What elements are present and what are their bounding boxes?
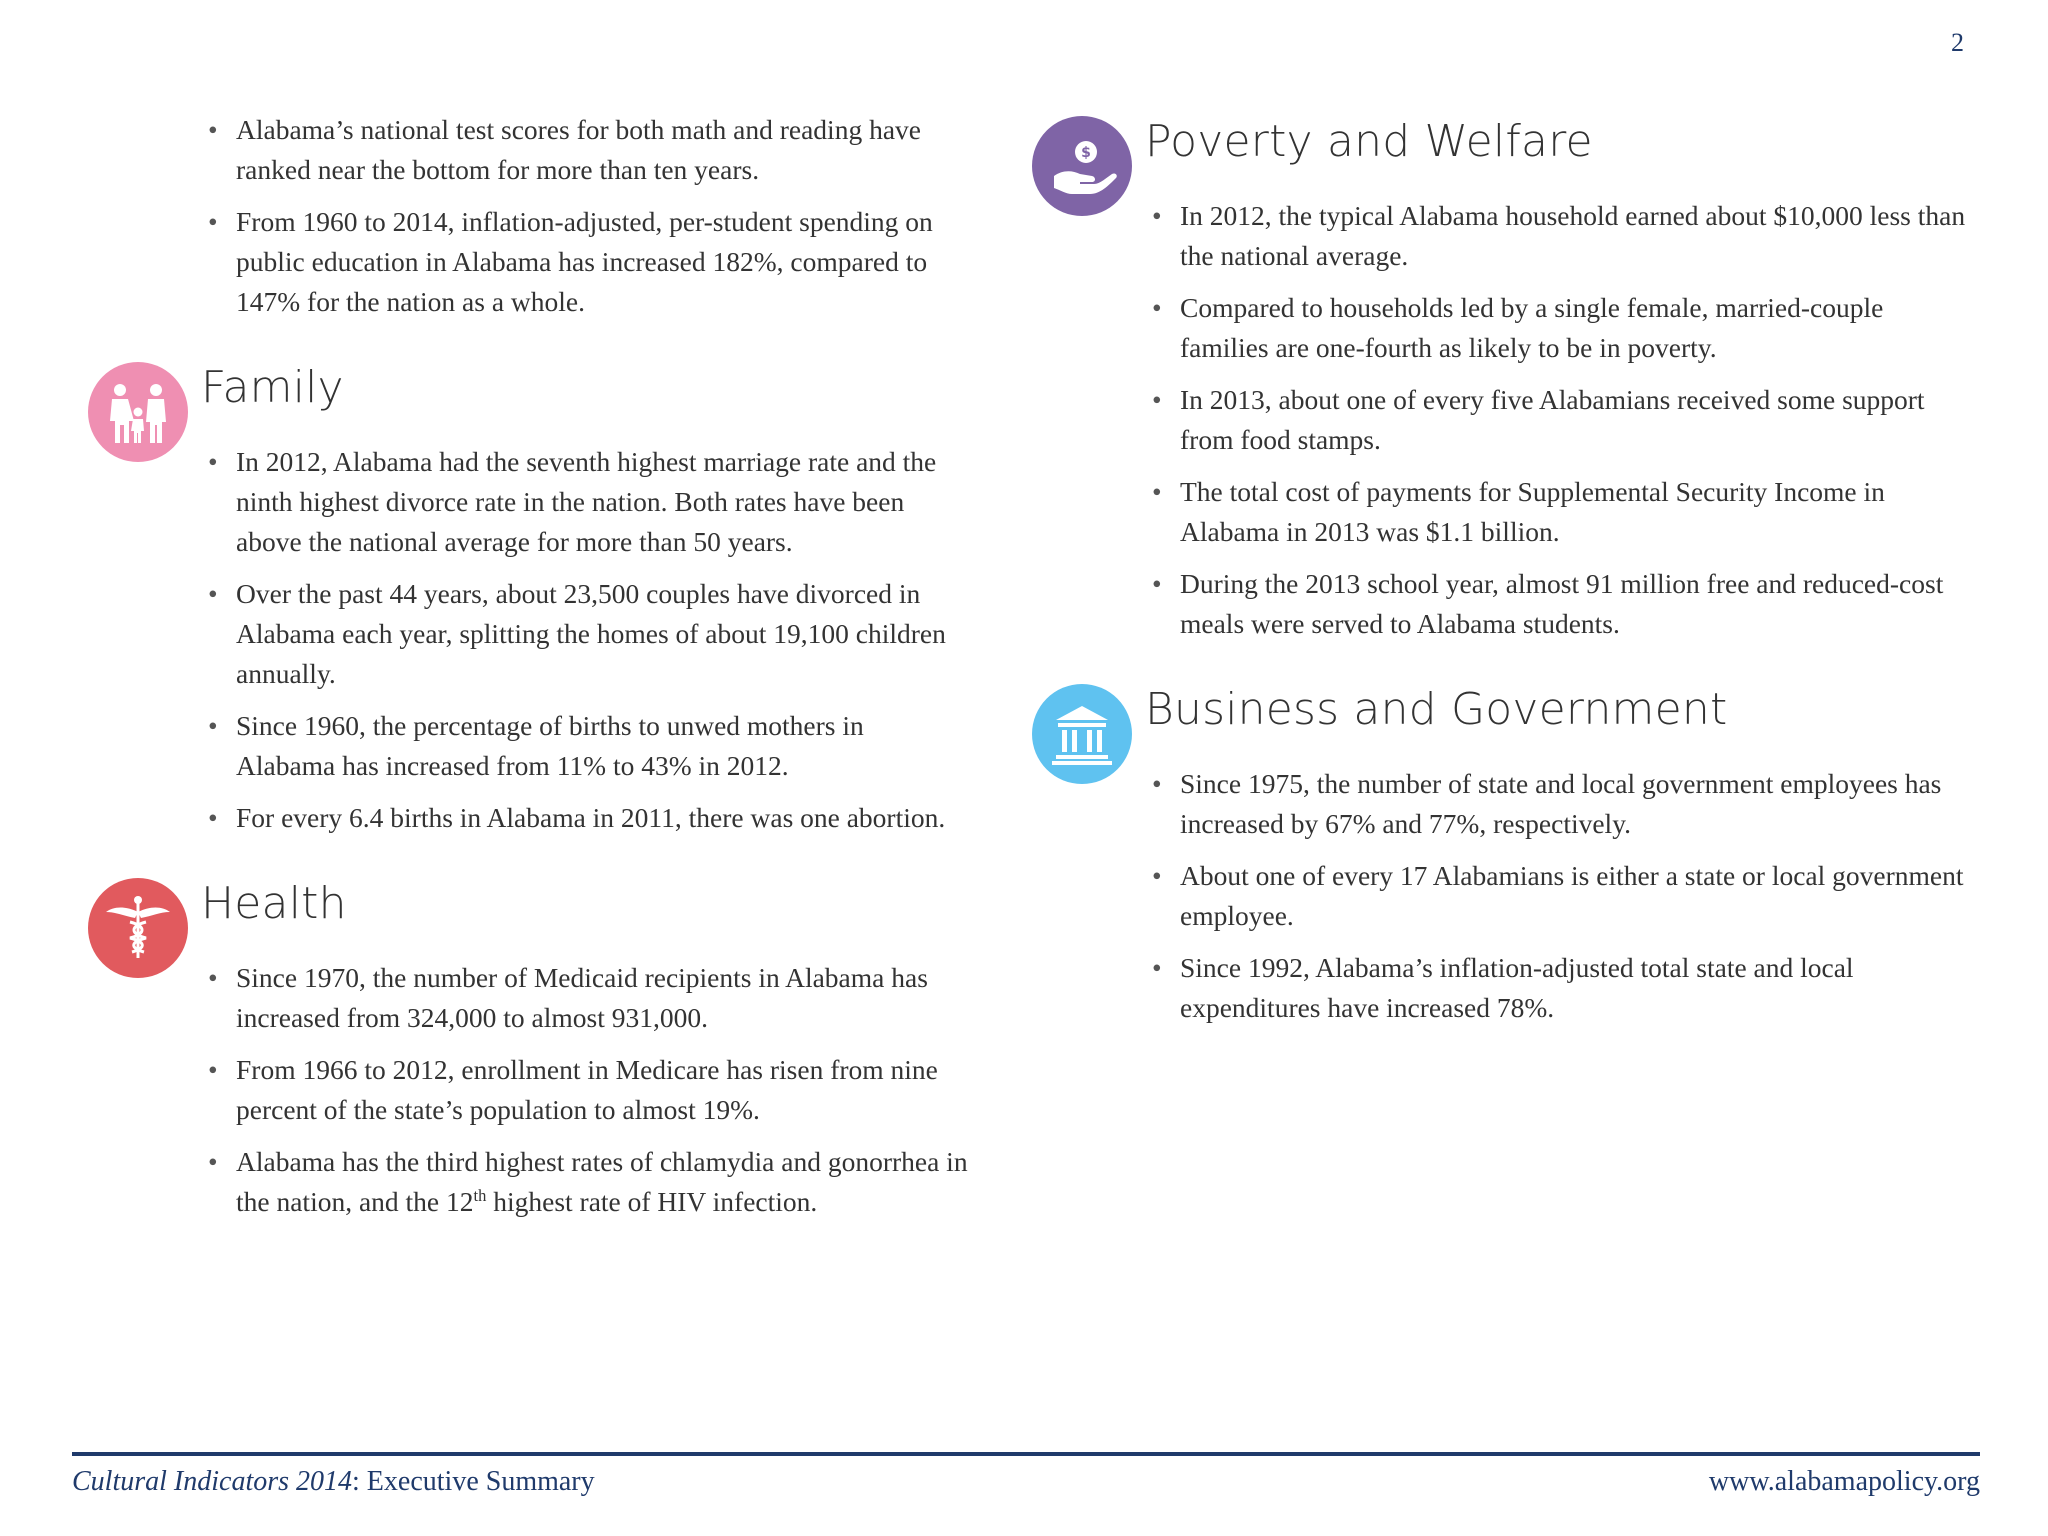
caduceus-icon	[88, 878, 188, 978]
health-section	[88, 878, 968, 1222]
list-item: • In 2012, the typical Alabama household earned about $10,000 less than the national average.	[1152, 196, 1972, 276]
footer-title-rest: : Executive Summary	[352, 1466, 595, 1497]
section-header	[1032, 116, 1972, 196]
section-header	[88, 878, 968, 958]
section-header	[88, 362, 968, 442]
list-item: • About one of every 17 Alabamians is either a state or local government employee.	[1152, 856, 1972, 936]
health-list	[88, 958, 968, 1222]
page-number: 2	[1951, 28, 1964, 57]
business-heading: Business and Government	[1145, 684, 1728, 735]
list-item: • Since 1975, the number of state and local government employees has increased by 67% and 77%, respectively.	[1152, 764, 1972, 844]
footer-title	[72, 1466, 595, 1498]
poverty-heading: Poverty and Welfare	[1145, 116, 1593, 167]
hand-coin-icon	[1032, 116, 1132, 216]
right-column	[1032, 110, 1972, 1040]
list-item: • Over the past 44 years, about 23,500 couples have divorced in Alabama each year, splitting the homes of about 19,100 children annually.	[208, 574, 968, 694]
section-header	[1032, 684, 1972, 764]
health-heading: Health	[201, 878, 347, 929]
list-item: • Alabama’s national test scores for both math and reading have ranked near the bottom for more than ten years.	[208, 110, 968, 190]
list-item: • From 1966 to 2012, enrollment in Medicare has risen from nine percent of the state’s population to almost 19%.	[208, 1050, 968, 1130]
list-item: • Compared to households led by a single female, married-couple families are one-fourth as likely to be in poverty.	[1152, 288, 1972, 368]
svg-text:$: $	[1081, 145, 1091, 161]
list-item: • The total cost of payments for Supplemental Security Income in Alabama in 2013 was $1.1 billion.	[1152, 472, 1972, 552]
business-section	[1032, 684, 1972, 1028]
list-item: • From 1960 to 2014, inflation-adjusted, per-student spending on public education in Alabama has increased 182%, compared to 147% for the nation as a whole.	[208, 202, 968, 322]
footer-url[interactable]: www.alabamapolicy.org	[1708, 1466, 1980, 1497]
list-item: • In 2012, Alabama had the seventh highest marriage rate and the ninth highest divorce rate in the nation. Both rates have been above the national average for more than 50 years.	[208, 442, 968, 562]
family-heading: Family	[201, 362, 344, 413]
list-item: • Since 1970, the number of Medicaid recipients in Alabama has increased from 324,000 to almost 931,000.	[208, 958, 968, 1038]
list-item	[208, 1142, 968, 1222]
list-item: • Since 1960, the percentage of births to unwed mothers in Alabama has increased from 11% to 43% in 2012.	[208, 706, 968, 786]
footer-title-italic: Cultural Indicators 2014	[72, 1466, 353, 1497]
footer-divider	[72, 1452, 1980, 1456]
list-item: • In 2013, about one of every five Alabamians received some support from food stamps.	[1152, 380, 1972, 460]
left-column	[88, 110, 968, 1234]
list-item-text: Alabama has the third highest rates of chlamydia and gonorrhea in the nation, and the 12	[236, 1146, 968, 1217]
business-list	[1032, 764, 1972, 1028]
list-item: • For every 6.4 births in Alabama in 2011, there was one abortion.	[208, 798, 968, 838]
poverty-list	[1032, 196, 1972, 644]
government-building-icon	[1032, 684, 1132, 784]
family-list	[88, 442, 968, 838]
education-list	[88, 110, 968, 322]
poverty-section	[1032, 116, 1972, 644]
list-item-text: highest rate of HIV infection.	[486, 1186, 818, 1217]
family-section	[88, 362, 968, 838]
list-item: • During the 2013 school year, almost 91 million free and reduced-cost meals were served to Alabama students.	[1152, 564, 1972, 644]
family-icon	[88, 362, 188, 462]
superscript: th	[473, 1185, 487, 1205]
list-item: • Since 1992, Alabama’s inflation-adjusted total state and local expenditures have increased 78%.	[1152, 948, 1972, 1028]
